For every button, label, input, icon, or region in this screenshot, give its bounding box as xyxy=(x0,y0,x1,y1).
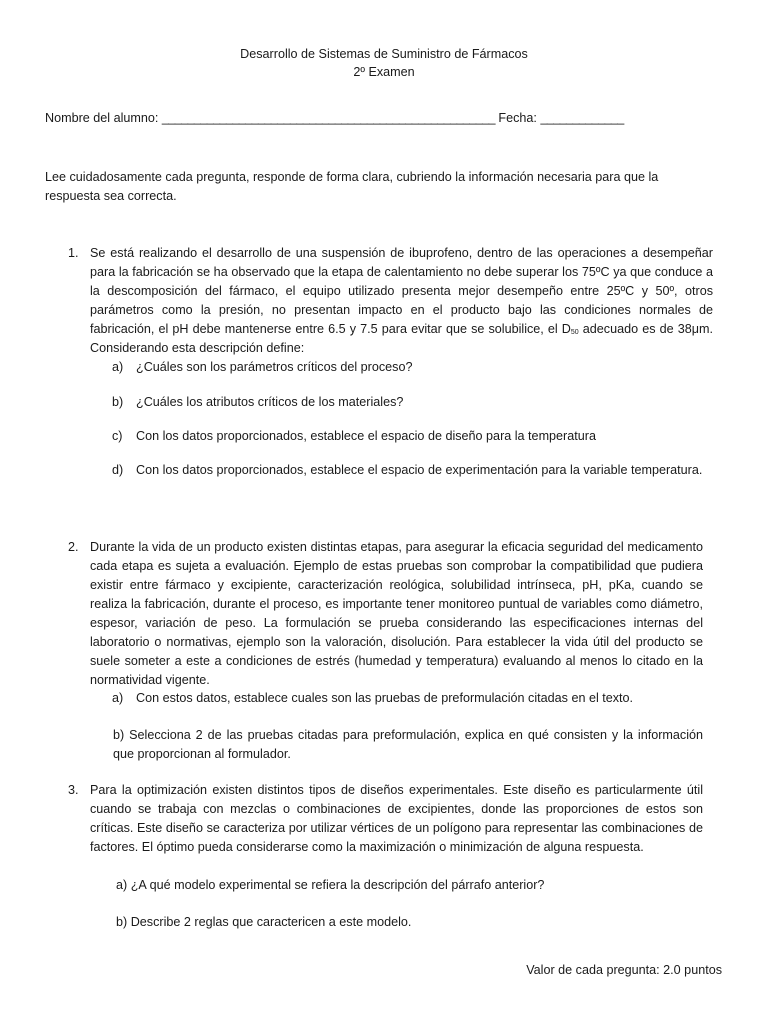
question-number: 1. xyxy=(68,246,79,260)
question-2-part-a xyxy=(112,689,703,708)
part-text: ¿Cuáles los atributos críticos de los materiales? xyxy=(136,395,404,409)
student-name-blank[interactable]: ____________________________________________________ xyxy=(161,111,495,125)
part-label: a) xyxy=(112,360,124,374)
question-3-part-a xyxy=(116,876,703,895)
exam-subtitle: 2º Examen xyxy=(353,65,415,79)
part-label: c) xyxy=(112,429,123,443)
part-text: Describe 2 reglas que caractericen a este modelo. xyxy=(130,915,412,929)
question-text: Durante la vida de un producto existen distintas etapas, para asegurar la eficacia seguridad del medicamento cada etapa es sujeta a evaluación. Ejemplo de estas pruebas son comprobar la compatibilidad que pudiera existir entre fármaco y excipiente, caracterización reológica, solubilidad intrínseca, pH, pKa, cuando se realiza la fabricación, durante el proceso, es importante tener monitoreo puntual de variables como diámetro, espesor, variación de peso. La formulación se prueba considerando las especificaciones internas del laboratorio o normativas, ejemplo son la valoración, disolución. Para establecer la vida útil del producto se suele someter a este a condiciones de estrés (humedad y temperatura) evaluando al menos lo citado en la normatividad vigente. xyxy=(90,540,703,687)
question-1-part-c xyxy=(112,427,703,446)
question-1-part-b xyxy=(112,393,703,412)
part-text: Con estos datos, establece cuales son las pruebas de preformulación citadas en el texto. xyxy=(136,691,634,705)
question-text: Se está realizando el desarrollo de una suspensión de ibuprofeno, dentro de las operaciones a desempeñar para la fabricación se ha observado que la etapa de calentamiento no debe superar los 75ºC ya que conduce a la descomposición del fármaco, el equipo utilizado presenta mejor desempeño entre 25ºC y 50º, otros parámetros como la presión, no presentan impacto en el producto bajo las condiciones normales de fabricación, el pH debe mantenerse entre 6.5 y 7.5 para evitar que se solubilice, el D xyxy=(90,246,713,336)
question-number: 3. xyxy=(68,783,79,797)
part-text: ¿Cuáles son los parámetros críticos del proceso? xyxy=(136,360,413,374)
subscript-50: 50 xyxy=(570,329,579,336)
instructions-text: Lee cuidadosamente cada pregunta, responde de forma clara, cubriendo la información necesaria para que la respuesta sea correcta. xyxy=(45,170,659,203)
question-text-continued: adecuado es de 38μm. Considerando esta descripción define: xyxy=(90,322,713,355)
part-label: b) xyxy=(112,395,124,409)
part-text: Con los datos proporcionados, establece el espacio de experimentación para la variable temperatura. xyxy=(136,463,703,477)
question-number: 2. xyxy=(68,540,79,554)
exam-title: Desarrollo de Sistemas de Suministro de Fármacos xyxy=(240,47,528,61)
question-3-part-b xyxy=(116,913,703,932)
question-1-part-a xyxy=(112,358,703,377)
part-text: Selecciona 2 de las pruebas citadas para preformulación, explica en qué consisten y la información que proporcionan al formulador. xyxy=(113,728,703,761)
student-info-line xyxy=(45,109,725,128)
part-text: ¿A qué modelo experimental se refiera la descripción del párrafo anterior? xyxy=(130,878,545,892)
student-name-label: Nombre del alumno: xyxy=(45,111,159,125)
question-2-part-b xyxy=(113,726,703,764)
question-1-part-d xyxy=(112,461,703,480)
date-label: Fecha: xyxy=(498,111,537,125)
points-footer: Valor de cada pregunta: 2.0 puntos xyxy=(526,963,722,977)
date-blank[interactable]: _____________ xyxy=(540,111,624,125)
part-label: a) xyxy=(116,878,128,892)
question-1 xyxy=(68,244,713,358)
question-2 xyxy=(68,538,703,690)
part-label: d) xyxy=(112,463,124,477)
part-label: b) xyxy=(113,728,125,742)
question-3 xyxy=(68,781,703,857)
part-text: Con los datos proporcionados, establece el espacio de diseño para la temperatura xyxy=(136,429,596,443)
question-text: Para la optimización existen distintos tipos de diseños experimentales. Este diseño es particularmente útil cuando se trabaja con mezclas o combinaciones de excipientes, donde las proporciones de estos son críticas. Este diseño se caracteriza por utilizar vértices de un polígono para representar las combinaciones de factores. El óptimo pueda considerarse como la maximización o minimización de alguna respuesta. xyxy=(90,783,703,854)
part-label: b) xyxy=(116,915,128,929)
part-label: a) xyxy=(112,691,124,705)
